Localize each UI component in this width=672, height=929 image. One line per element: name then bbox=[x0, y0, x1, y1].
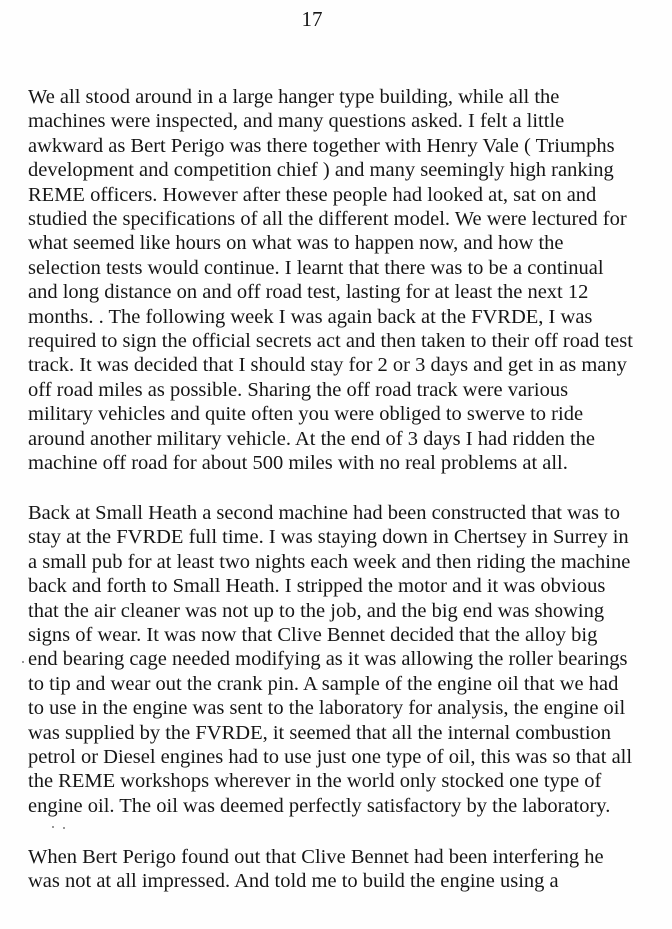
text-line: was not at all impressed. And told me to build the engine using a bbox=[28, 870, 559, 893]
scan-speck bbox=[63, 827, 65, 829]
text-line: to tip and wear out the crank pin. A sample of the engine oil that we had bbox=[28, 672, 619, 695]
text-line: what seemed like hours on what was to happen now, and how the bbox=[28, 232, 564, 255]
text-line: machines were inspected, and many questions asked. I felt a little bbox=[28, 110, 565, 133]
text-line: off road miles as possible. Sharing the off road track were various bbox=[28, 378, 569, 401]
text-line: selection tests would continue. I learnt that there was to be a continual bbox=[28, 256, 604, 279]
text-line: around another military vehicle. At the end of 3 days I had ridden the bbox=[28, 427, 595, 450]
text-line: that the air cleaner was not up to the job, and the big end was showing bbox=[28, 599, 605, 622]
text-line: engine oil. The oil was deemed perfectly satisfactory by the laboratory. bbox=[28, 794, 611, 817]
text-line: required to sign the official secrets act and then taken to their off road test bbox=[28, 330, 633, 353]
text-line: When Bert Perigo found out that Clive Bennet had been interfering he bbox=[28, 846, 604, 868]
text-line: and long distance on and off road test, lasting for at least the next 12 bbox=[28, 281, 589, 304]
text-line: back and forth to Small Heath. I stripped the motor and it was obvious bbox=[28, 575, 606, 598]
text-line: months. . The following week I was again back at the FVRDE, I was bbox=[28, 305, 593, 328]
scan-speck bbox=[52, 826, 54, 828]
text-line: development and competition chief ) and many seemingly high ranking bbox=[28, 159, 614, 182]
text-line: end bearing cage needed modifying as it was allowing the roller bearings bbox=[28, 648, 628, 671]
text-line: REME officers. However after these people had looked at, sat on and bbox=[28, 183, 597, 206]
text-line: studied the specifications of all the different model. We were lectured for bbox=[28, 208, 627, 231]
text-line: to use in the engine was sent to the laboratory for analysis, the engine oil bbox=[28, 697, 626, 720]
text-line: a small pub for at least two nights each week and then riding the machine bbox=[28, 550, 631, 573]
text-line: signs of wear. It was now that Clive Bennet decided that the alloy big bbox=[28, 624, 598, 647]
text-line: was supplied by the FVRDE, it seemed that all the internal combustion bbox=[28, 721, 612, 744]
paragraph-2 bbox=[28, 501, 658, 818]
paragraph-3 bbox=[28, 845, 658, 894]
text-line: the REME workshops wherever in the world only stocked one type of bbox=[28, 770, 602, 793]
text-line: stay at the FVRDE full time. I was staying down in Chertsey in Surrey in bbox=[28, 526, 629, 549]
page-number: 17 bbox=[301, 7, 323, 31]
text-line: military vehicles and quite often you were obliged to swerve to ride bbox=[28, 403, 584, 426]
text-line: We all stood around in a large hanger type building, while all the bbox=[28, 86, 560, 108]
text-line: track. It was decided that I should stay for 2 or 3 days and get in as many bbox=[28, 354, 627, 377]
scan-speck bbox=[22, 661, 24, 663]
paragraph-1 bbox=[28, 85, 658, 476]
text-line: Back at Small Heath a second machine had been constructed that was to bbox=[28, 502, 621, 524]
text-line: machine off road for about 500 miles with no real problems at all. bbox=[28, 452, 568, 475]
text-line: petrol or Diesel engines had to use just one type of oil, this was so that all bbox=[28, 746, 633, 769]
text-line: awkward as Bert Perigo was there together with Henry Vale ( Triumphs bbox=[28, 134, 615, 157]
